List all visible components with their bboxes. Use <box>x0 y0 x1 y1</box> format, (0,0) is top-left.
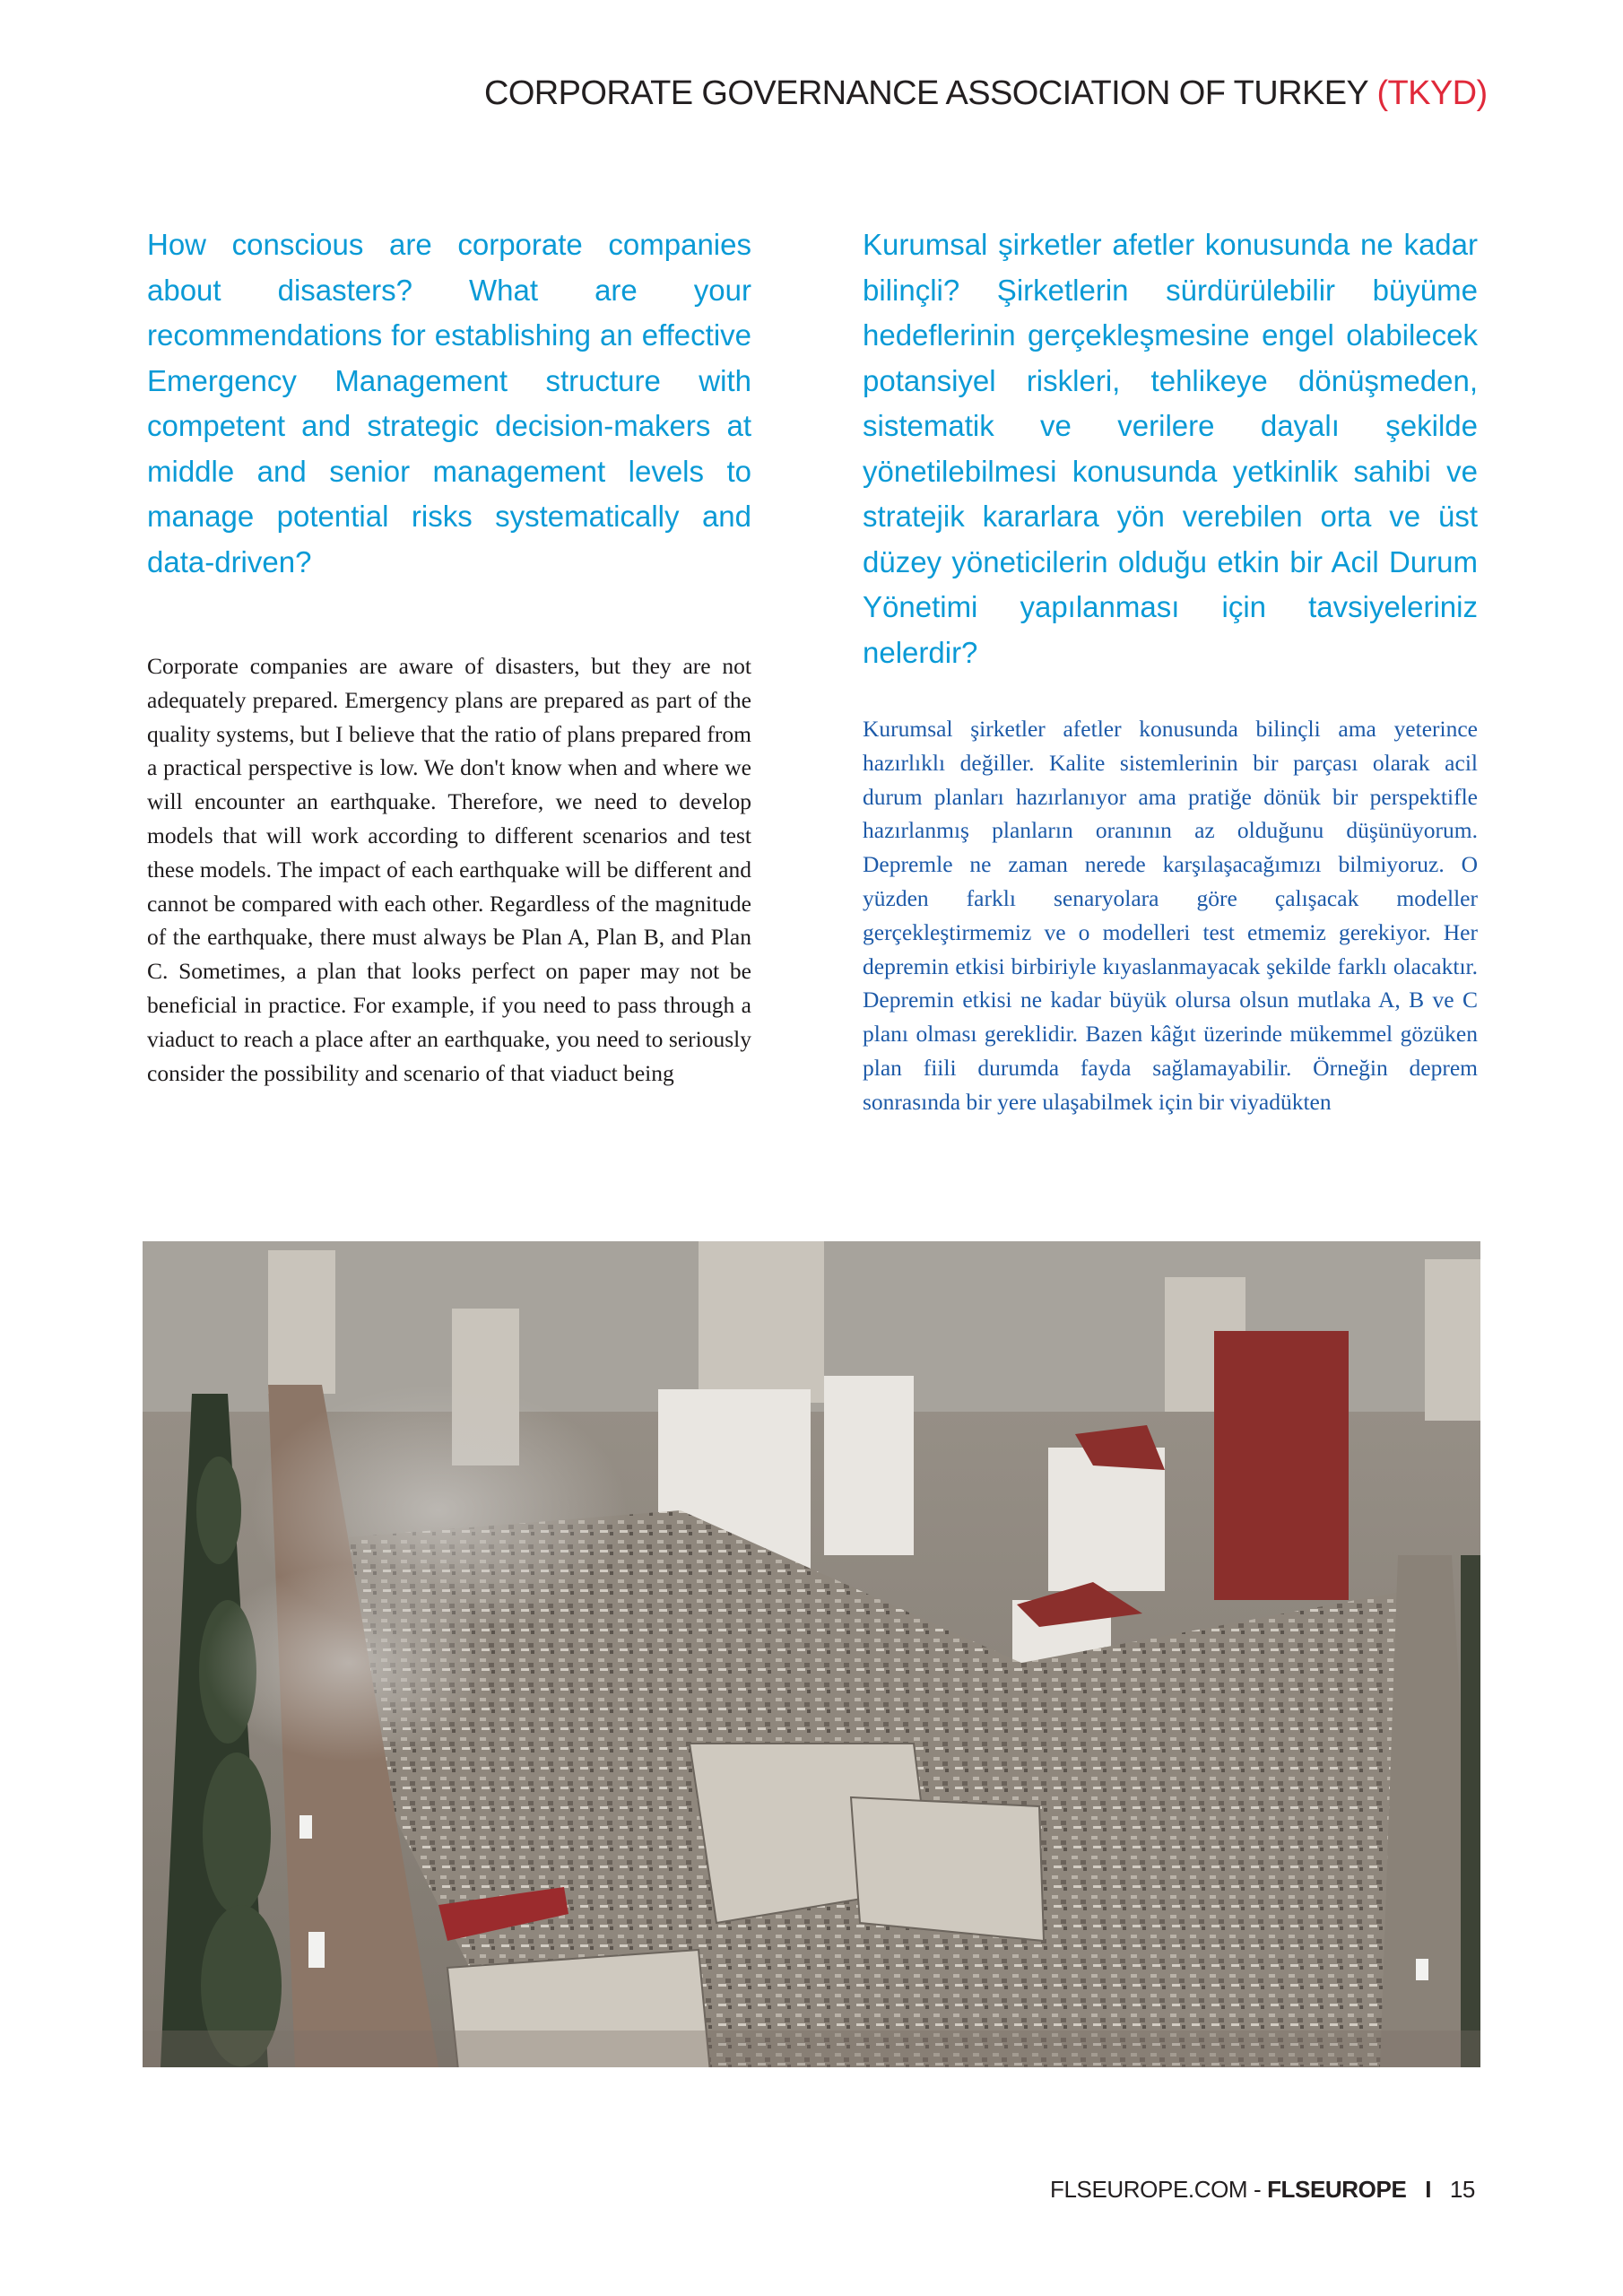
answer-english: Corporate companies are aware of disasters, but they are not adequately prepared. Emergency plans are prepared as part of the quality systems, but I believe that the ratio of plans prepared from a practical perspective is low. We don't know when and where we will encounter an earthquake. Therefore, we need to develop models that will work according to different scenarios and test these models. The impact of each earthquake will be different and cannot be compared with each other. Regardless of the magnitude of the earthquake, there must always be Plan A, Plan B, and Plan C. Sometimes, a plan that looks perfect on paper may not be beneficial in practice. For example, if you need to pass through a viaduct to reach a place after an earthquake, you need to seriously consider the possibility and scenario of that viaduct being <box>147 653 751 1086</box>
page-header <box>484 74 1488 113</box>
footer-site: FLSEUROPE.COM - <box>1050 2176 1262 2203</box>
header-title: CORPORATE GOVERNANCE ASSOCIATION OF TURKEY <box>484 74 1368 112</box>
answer-turkish: Kurumsal şirketler afetler konusunda bilinçli ama yeterince hazırlıklı değiller. Kalite sistemlerinin bir parçası olarak acil durum planları hazırlanıyor ama pratiğe dönük bir perspektifle hazırlanmış planların oranının az olduğunu düşünüyorum. Depremle ne zaman nerede karşılaşacağımızı bilmiyoruz. O yüzden farklı senaryolara göre çalışacak modeller gerçekleştirmemiz ve o modelleri test etmemiz gerekiyor. Her depremin etkisi birbiriyle kıyaslanmayacak şekilde farklı olacaktır. Depremin etkisi ne kadar büyük olursa olsun mutlaka A, B ve C planı olması gereklidir. Bazen kâğıt üzerinde mükemmel gözüken plan fiili durumda fayda sağlamayabilir. Örneğin deprem sonrasında bir yere ulaşabilmek için bir viyadükten <box>863 716 1478 1115</box>
page-footer <box>1050 2174 1475 2205</box>
header-acronym: (TKYD) <box>1376 74 1488 112</box>
question-english: How conscious are corporate companies about disasters? What are your recommendations for establishing an effective Emergency Management structure with competent and strategic decision-makers at middle and senior management levels to manage potential risks systematically and data-driven? <box>147 228 751 578</box>
earthquake-aerial-photo <box>143 1241 1480 2067</box>
footer-separator: I <box>1425 2176 1432 2203</box>
page-number: 15 <box>1449 2176 1475 2203</box>
footer-brand: FLSEUROPE <box>1267 2176 1407 2203</box>
question-turkish: Kurumsal şirketler afetler konusunda ne kadar bilinçli? Şirketlerin sürdürülebilir büyüme hedeflerinin gerçekleşmesine engel olabilecek potansiyel riskleri, tehlikeye dönüşmeden, sistematik ve verilere dayalı şekilde yönetilebilmesi konusunda yetkinlik sahibi ve stratejik kararlara yön verebilen orta ve üst düzey yöneticilerin olduğu etkin bir Acil Durum Yönetimi yapılanması için tavsiyeleriniz nelerdir? <box>863 228 1478 669</box>
